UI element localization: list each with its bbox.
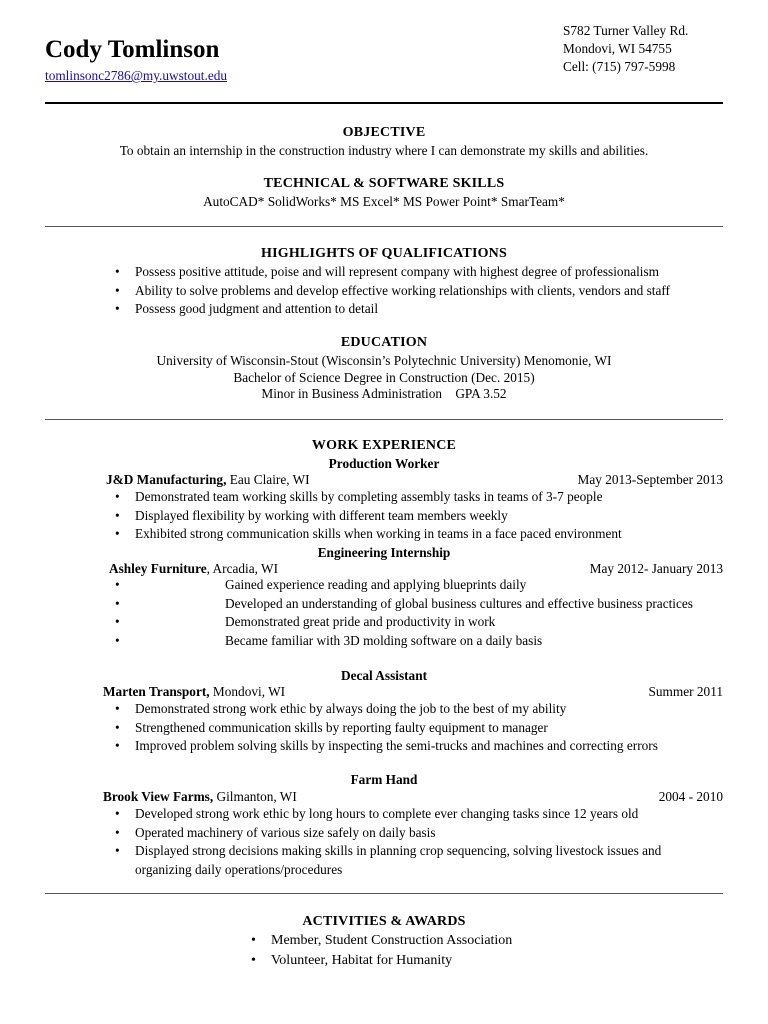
section-divider	[45, 893, 723, 894]
highlights-heading: HIGHLIGHTS OF QUALIFICATIONS	[261, 246, 507, 261]
objective-text: To obtain an internship in the construction industry where I can demonstrate my skills and abilities.	[119, 143, 649, 158]
list-item: • Operated machinery of various size safely on daily basis	[45, 824, 695, 843]
company-name: J&D Manufacturing,	[106, 472, 227, 487]
work-heading: WORK EXPERIENCE	[311, 438, 457, 453]
job-header	[103, 788, 723, 806]
company-name: Ashley Furniture	[109, 561, 207, 576]
job-bullets	[45, 700, 723, 756]
list-item: • Improved problem solving skills by inspecting the semi-trucks and machines and correcting errors	[45, 737, 723, 756]
company-name: Marten Transport,	[103, 684, 210, 699]
job-title: Engineering Internship	[317, 545, 451, 560]
section-divider	[45, 419, 723, 420]
list-item: • Demonstrated strong work ethic by always doing the job to the best of my ability	[45, 700, 723, 719]
list-item: • Ability to solve problems and develop effective working relationships with clients, vendors and staff	[45, 282, 723, 301]
list-item: • Gained experience reading and applying blueprints daily	[45, 576, 723, 595]
job-bullets	[45, 576, 723, 651]
job-location: , Arcadia, WI	[206, 561, 279, 576]
skills-heading: TECHNICAL & SOFTWARE SKILLS	[263, 176, 505, 191]
address-line-2: Mondovi, WI 54755	[563, 41, 672, 56]
list-item: • Developed an understanding of global business cultures and effective business practices	[45, 595, 723, 614]
list-item: • Demonstrated team working skills by completing assembly tasks in teams of 3-7 people	[45, 488, 723, 507]
list-item: • Possess good judgment and attention to detail	[45, 300, 723, 319]
resume-name: Cody Tomlinson	[45, 36, 220, 63]
education-heading: EDUCATION	[340, 335, 428, 350]
job-location: Mondovi, WI	[209, 684, 286, 699]
job-header	[103, 683, 723, 701]
list-item: • Exhibited strong communication skills when working in teams in a face paced environment	[45, 525, 723, 544]
education-school: University of Wisconsin-Stout (Wisconsin’s Polytechnic University) Menomonie, WI	[156, 353, 612, 368]
contact-block	[563, 22, 688, 76]
job-location: Eau Claire, WI	[226, 472, 310, 487]
list-item: • Volunteer, Habitat for Humanity	[45, 951, 723, 971]
skills-text: AutoCAD* SolidWorks* MS Excel* MS Power Point* SmarTeam*	[203, 194, 565, 209]
company-name: Brook View Farms,	[103, 789, 214, 804]
list-item: • Displayed flexibility by working with different team members weekly	[45, 507, 723, 526]
list-item: • Possess positive attitude, poise and will represent company with highest degree of professionalism	[45, 263, 723, 282]
activities-heading: ACTIVITIES & AWARDS	[302, 914, 466, 929]
education-degree: Bachelor of Science Degree in Construction (Dec. 2015)	[233, 370, 535, 385]
list-item: • Displayed strong decisions making skills in planning crop sequencing, solving livestock issues and organizing daily operations/procedures	[45, 842, 695, 879]
list-item: • Strengthened communication skills by reporting faulty equipment to manager	[45, 719, 723, 738]
phone-number: Cell: (715) 797-5998	[563, 59, 676, 74]
job-dates: May 2013-September 2013	[577, 472, 723, 487]
list-item: • Member, Student Construction Association	[45, 931, 723, 951]
job-location: Gilmanton, WI	[213, 789, 297, 804]
job-title: Decal Assistant	[340, 668, 428, 683]
email-link[interactable]: tomlinsonc2786@my.uwstout.edu	[45, 68, 228, 83]
job-header	[106, 471, 723, 489]
list-item: • Developed strong work ethic by long hours to complete ever changing tasks since 12 years old	[45, 805, 695, 824]
job-title: Farm Hand	[350, 772, 418, 787]
highlights-list	[45, 263, 723, 319]
job-dates: Summer 2011	[648, 684, 723, 699]
job-bullets	[45, 805, 695, 880]
job-dates: May 2012- January 2013	[589, 561, 723, 576]
section-divider	[45, 226, 723, 227]
header-divider	[45, 102, 723, 104]
job-title: Production Worker	[328, 456, 440, 471]
job-dates: 2004 - 2010	[658, 789, 723, 804]
objective-heading: OBJECTIVE	[342, 125, 426, 140]
activities-list	[45, 931, 723, 971]
job-bullets	[45, 488, 723, 544]
list-item: • Became familiar with 3D molding software on a daily basis	[45, 632, 723, 651]
address-line-1: S782 Turner Valley Rd.	[563, 23, 689, 38]
list-item: • Demonstrated great pride and productivity in work	[45, 613, 723, 632]
education-minor: Minor in Business Administration GPA 3.52	[261, 386, 507, 401]
